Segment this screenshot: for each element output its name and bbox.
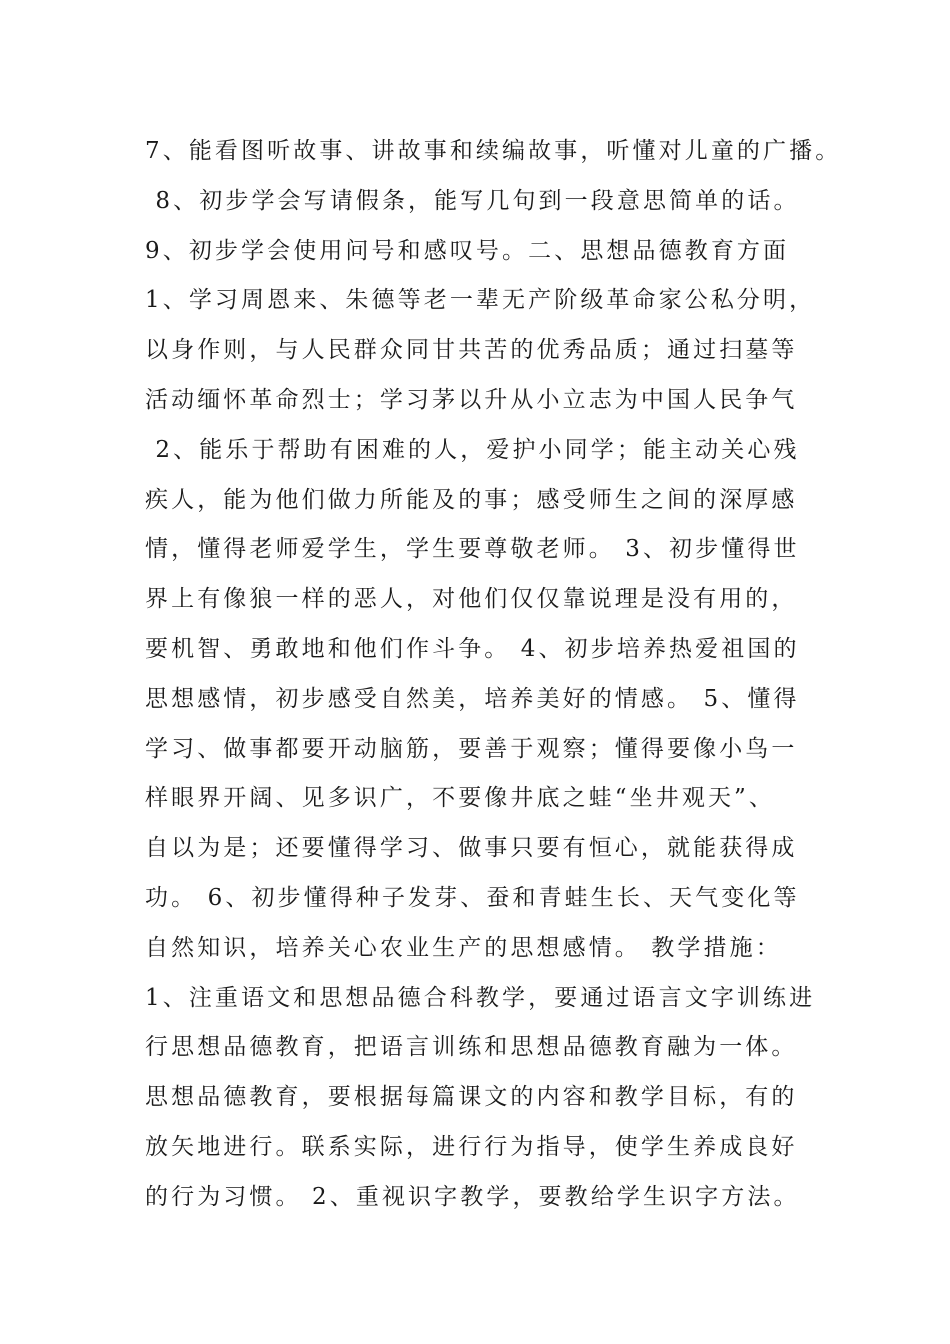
text-line: 8、初步学会写请假条，能写几句到一段意思简单的话。: [145, 187, 800, 214]
text-line: 1、注重语文和思想品德合科教学，要通过语言文字训练进: [145, 984, 816, 1011]
text-line: 要机智、勇敢地和他们作斗争。 4、初步培养热爱祖国的: [145, 635, 800, 662]
text-line: 7、能看图听故事、讲故事和续编故事，听懂对儿童的广播。: [145, 138, 842, 164]
text-line: 疾人，能为他们做力所能及的事；感受师生之间的深厚感: [145, 486, 798, 513]
text-line: 样眼界开阔、见多识广，不要像井底之蛙“坐井观天”、: [145, 785, 776, 812]
text-line: 自然知识，培养关心农业生产的思想感情。 教学措施：: [145, 934, 782, 961]
text-line: 自以为是；还要懂得学习、做事只要有恒心，就能获得成: [145, 835, 798, 862]
text-line: 活动缅怀革命烈士；学习茅以升从小立志为中国人民争气: [145, 386, 798, 413]
text-line: 的行为习惯。 2、重视识字教学，要教给学生识字方法。: [145, 1183, 800, 1210]
text-line: 界上有像狼一样的恶人，对他们仅仅靠说理是没有用的，: [145, 586, 798, 613]
text-line: 行思想品德教育，把语言训练和思想品德教育融为一体。: [145, 1034, 798, 1061]
text-line: 功。 6、初步懂得种子发芽、蚕和青蛙生长、天气变化等: [145, 884, 800, 911]
text-line: 思想感情，初步感受自然美，培养美好的情感。 5、懂得: [145, 685, 800, 712]
text-line: 以身作则，与人民群众同甘共苦的优秀品质；通过扫墓等: [145, 337, 798, 364]
body-text: [145, 127, 845, 1223]
text-line: 放矢地进行。联系实际，进行行为指导，使学生养成良好: [145, 1133, 798, 1160]
text-line: 情，懂得老师爱学生，学生要尊敬老师。 3、初步懂得世: [145, 536, 800, 563]
text-line: 9、初步学会使用问号和感叹号。二、思想品德教育方面: [145, 237, 790, 264]
text-line: 思想品德教育，要根据每篇课文的内容和教学目标，有的: [145, 1084, 798, 1111]
text-line: 2、能乐于帮助有困难的人，爱护小同学；能主动关心残: [145, 436, 800, 463]
text-line: 学习、做事都要开动脑筋，要善于观察；懂得要像小鸟一: [145, 735, 798, 762]
text-line: 1、学习周恩来、朱德等老一辈无产阶级革命家公私分明，: [145, 287, 816, 314]
